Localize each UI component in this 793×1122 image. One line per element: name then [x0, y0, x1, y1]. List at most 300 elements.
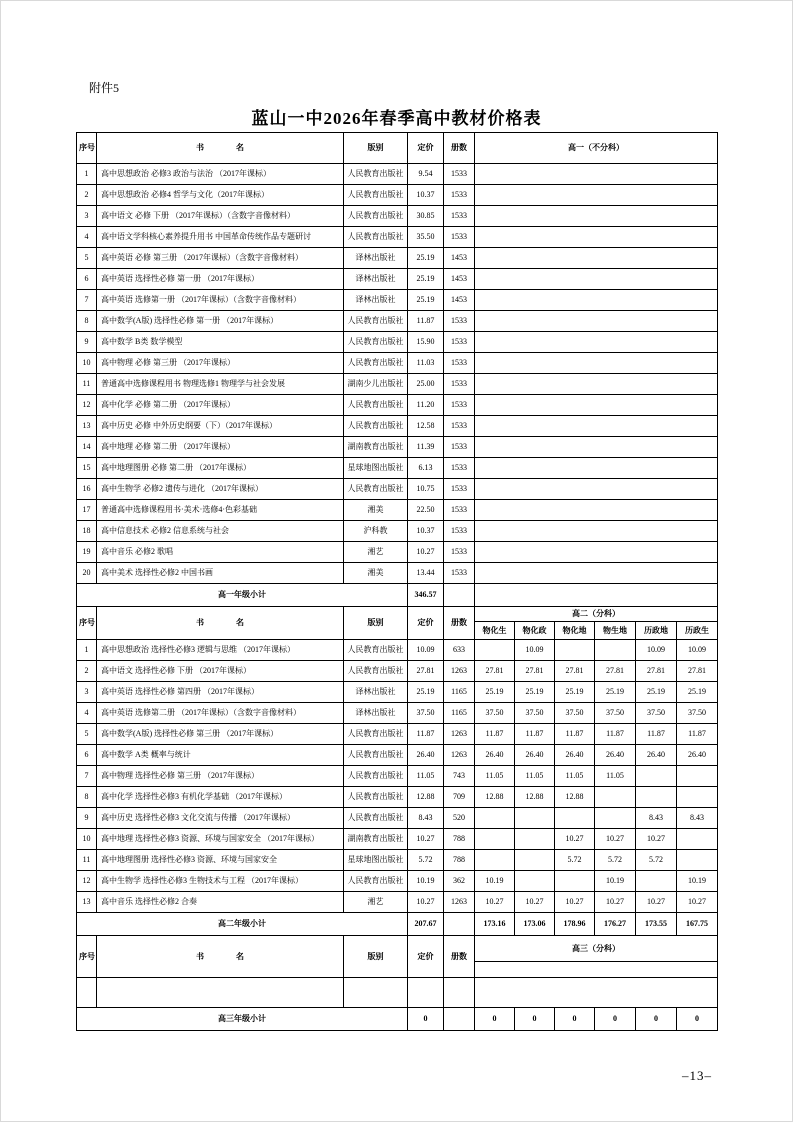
- cell-subject-price: 5.72: [636, 850, 677, 871]
- col-header-price: 定价: [408, 607, 444, 640]
- group-header-grade1: 高一（不分科）: [475, 133, 718, 164]
- cell-subject-price: 26.40: [475, 745, 515, 766]
- cell-publisher: 人民教育出版社: [344, 353, 408, 374]
- cell-price: 30.85: [408, 206, 444, 227]
- cell-publisher: 沪科教: [344, 521, 408, 542]
- cell-index: 13: [77, 416, 97, 437]
- cell-publisher: 人民教育出版社: [344, 206, 408, 227]
- cell-publisher: 人民教育出版社: [344, 164, 408, 185]
- cell-copies: 1533: [444, 332, 475, 353]
- cell-copies: 743: [444, 766, 475, 787]
- cell-publisher: 译林出版社: [344, 290, 408, 311]
- cell-book-title: 高中英语 选择性必修 第一册 （2017年课标）: [97, 269, 344, 290]
- subtotal-price: 0: [408, 1008, 444, 1031]
- grade2-table-row: [77, 745, 718, 766]
- cell-subject-price: 10.27: [555, 829, 595, 850]
- cell-index: 12: [77, 395, 97, 416]
- cell-index: 10: [77, 829, 97, 850]
- cell-publisher: 人民教育出版社: [344, 395, 408, 416]
- subtotal-subject-price: 176.27: [595, 913, 636, 936]
- grade2-table-row: [77, 871, 718, 892]
- grade1-table-row: [77, 458, 718, 479]
- grade2-table-row: [77, 892, 718, 913]
- cell-book-title: 高中地理图册 选择性必修3 资源、环境与国家安全: [97, 850, 344, 871]
- cell-copies: 1453: [444, 269, 475, 290]
- cell-copies: 1533: [444, 227, 475, 248]
- page-number: –13–: [682, 1068, 712, 1083]
- cell-index: 6: [77, 269, 97, 290]
- page-title: 蓝山一中2026年春季高中教材价格表: [251, 109, 542, 128]
- cell-publisher: 湘艺: [344, 542, 408, 563]
- cell-price: [408, 978, 444, 1008]
- cell-index: 11: [77, 850, 97, 871]
- cell-price: 25.19: [408, 248, 444, 269]
- cell-price: 10.75: [408, 479, 444, 500]
- cell-publisher: 人民教育出版社: [344, 787, 408, 808]
- cell-price: 25.19: [408, 269, 444, 290]
- cell-book-title: 高中英语 选修第一册 （2017年课标）（含数字音像材料）: [97, 290, 344, 311]
- cell-subject-price: 11.87: [475, 724, 515, 745]
- grade1-table-row: [77, 500, 718, 521]
- cell-copies: 1263: [444, 745, 475, 766]
- cell-subject-price: 10.09: [636, 640, 677, 661]
- cell-blank: [444, 1008, 475, 1031]
- grade1-table-row: [77, 353, 718, 374]
- cell-book-title: 高中思想政治 必修3 政治与法治 （2017年课标）: [97, 164, 344, 185]
- cell-book-title: 普通高中选修课程用书·美术·选修4·色彩基础: [97, 500, 344, 521]
- cell-index: 10: [77, 353, 97, 374]
- cell-copies: 1533: [444, 563, 475, 584]
- cell-publisher: 人民教育出版社: [344, 185, 408, 206]
- cell-blank: [475, 962, 718, 978]
- cell-subject-price: 25.19: [555, 682, 595, 703]
- col-header-copies: 册数: [444, 133, 475, 164]
- cell-blank: [475, 248, 718, 269]
- cell-copies: 1453: [444, 248, 475, 269]
- cell-subject-price: [677, 829, 718, 850]
- cell-index: 1: [77, 164, 97, 185]
- cell-subject-price: [515, 808, 555, 829]
- grade2-table-row: [77, 850, 718, 871]
- cell-copies: 788: [444, 850, 475, 871]
- subtotal-subject-price: 178.96: [555, 913, 595, 936]
- cell-subject-price: 26.40: [636, 745, 677, 766]
- cell-subject-price: 10.19: [475, 871, 515, 892]
- header-row-grade3-top: [77, 936, 718, 962]
- cell-book-title: 高中化学 选择性必修3 有机化学基础 （2017年课标）: [97, 787, 344, 808]
- cell-publisher: 人民教育出版社: [344, 808, 408, 829]
- cell-subject-price: 11.87: [515, 724, 555, 745]
- cell-price: 22.50: [408, 500, 444, 521]
- cell-copies: 1533: [444, 416, 475, 437]
- cell-publisher: 人民教育出版社: [344, 871, 408, 892]
- cell-book-title: 高中信息技术 必修2 信息系统与社会: [97, 521, 344, 542]
- cell-publisher: 人民教育出版社: [344, 416, 408, 437]
- col-header-publisher: 版别: [344, 607, 408, 640]
- cell-price: 13.44: [408, 563, 444, 584]
- subtotal-price: 346.57: [408, 584, 444, 607]
- grade2-table-row: [77, 808, 718, 829]
- cell-book-title: 高中历史 必修 中外历史纲要（下）（2017年课标）: [97, 416, 344, 437]
- cell-publisher: 译林出版社: [344, 703, 408, 724]
- cell-copies: 1263: [444, 892, 475, 913]
- cell-price: 10.27: [408, 542, 444, 563]
- cell-blank: [475, 164, 718, 185]
- cell-copies: 788: [444, 829, 475, 850]
- cell-subject-price: 10.27: [555, 892, 595, 913]
- cell-price: 35.50: [408, 227, 444, 248]
- grade1-table-row: [77, 395, 718, 416]
- cell-index: [77, 978, 97, 1008]
- cell-copies: 1533: [444, 395, 475, 416]
- grade1-table-row: [77, 206, 718, 227]
- cell-subject-price: 10.19: [677, 871, 718, 892]
- cell-subject-price: 37.50: [636, 703, 677, 724]
- cell-index: 8: [77, 311, 97, 332]
- cell-subject-price: 10.09: [515, 640, 555, 661]
- cell-subject-price: 27.81: [595, 661, 636, 682]
- cell-subject-price: 12.88: [515, 787, 555, 808]
- grade1-table-row: [77, 542, 718, 563]
- cell-book-title: 高中物理 选择性必修 第三册 （2017年课标）: [97, 766, 344, 787]
- cell-subject-price: 11.87: [636, 724, 677, 745]
- cell-copies: 1533: [444, 206, 475, 227]
- cell-subject-price: 26.40: [555, 745, 595, 766]
- header-row-grade2-top: [77, 607, 718, 622]
- cell-subject-price: 10.27: [636, 892, 677, 913]
- grade3-table-row: [77, 978, 718, 1008]
- subtotal-subject-price: 0: [677, 1008, 718, 1031]
- cell-blank: [475, 584, 718, 607]
- cell-price: 10.27: [408, 892, 444, 913]
- cell-subject-price: [677, 766, 718, 787]
- col-header-index: 序号: [77, 133, 97, 164]
- cell-publisher: 湘美: [344, 563, 408, 584]
- cell-subject-price: 27.81: [636, 661, 677, 682]
- cell-publisher: 湖南教育出版社: [344, 437, 408, 458]
- cell-index: 15: [77, 458, 97, 479]
- cell-subject-price: 27.81: [515, 661, 555, 682]
- cell-price: 25.00: [408, 374, 444, 395]
- cell-index: 1: [77, 640, 97, 661]
- cell-blank: [475, 269, 718, 290]
- cell-subject-price: 25.19: [677, 682, 718, 703]
- cell-subject-price: [475, 640, 515, 661]
- cell-price: 10.37: [408, 185, 444, 206]
- cell-index: 5: [77, 248, 97, 269]
- cell-price: 11.39: [408, 437, 444, 458]
- grade2-table-row: [77, 724, 718, 745]
- subtotal-subject-price: 0: [515, 1008, 555, 1031]
- cell-book-title: 高中英语 必修 第三册 （2017年课标）（含数字音像材料）: [97, 248, 344, 269]
- cell-subject-price: [515, 829, 555, 850]
- cell-publisher: 湘美: [344, 500, 408, 521]
- cell-subject-price: 25.19: [595, 682, 636, 703]
- col-header-publisher: 版别: [344, 133, 408, 164]
- cell-index: 11: [77, 374, 97, 395]
- cell-subject-price: 37.50: [555, 703, 595, 724]
- cell-price: 11.87: [408, 724, 444, 745]
- cell-publisher: 译林出版社: [344, 682, 408, 703]
- cell-subject-price: [677, 850, 718, 871]
- cell-book-title: 高中音乐 选择性必修2 合奏: [97, 892, 344, 913]
- cell-subject-price: [595, 808, 636, 829]
- grade1-table-row: [77, 332, 718, 353]
- cell-index: 8: [77, 787, 97, 808]
- cell-price: 25.19: [408, 290, 444, 311]
- cell-subject-price: 10.27: [677, 892, 718, 913]
- cell-subject-price: 11.87: [677, 724, 718, 745]
- cell-book-title: 高中语文 选择性必修 下册 （2017年课标）: [97, 661, 344, 682]
- subject-col-header: 物化政: [515, 622, 555, 640]
- cell-book-title: 高中语文学科核心素养提升用书 中国革命传统作品专题研讨: [97, 227, 344, 248]
- cell-index: 4: [77, 227, 97, 248]
- cell-blank: [475, 416, 718, 437]
- grade1-table-row: [77, 374, 718, 395]
- cell-price: 27.81: [408, 661, 444, 682]
- cell-subject-price: 27.81: [555, 661, 595, 682]
- cell-copies: 1533: [444, 374, 475, 395]
- cell-price: 37.50: [408, 703, 444, 724]
- cell-price: 10.09: [408, 640, 444, 661]
- cell-subject-price: 10.27: [595, 892, 636, 913]
- cell-blank: [475, 332, 718, 353]
- cell-price: 15.90: [408, 332, 444, 353]
- cell-blank: [444, 913, 475, 936]
- cell-publisher: 人民教育出版社: [344, 227, 408, 248]
- cell-subject-price: [515, 871, 555, 892]
- cell-price: 6.13: [408, 458, 444, 479]
- cell-book-title: 高中历史 选择性必修3 文化交流与传播 （2017年课标）: [97, 808, 344, 829]
- subtotal-label: 高三年级小计: [77, 1008, 408, 1031]
- grade1-table-row: [77, 311, 718, 332]
- subject-col-header: 物化生: [475, 622, 515, 640]
- subtotal-price: 207.67: [408, 913, 444, 936]
- cell-blank: [475, 521, 718, 542]
- grade1-table-row: [77, 248, 718, 269]
- subtotal-subject-price: 0: [636, 1008, 677, 1031]
- col-header-index: 序号: [77, 936, 97, 978]
- grade1-table-row: [77, 269, 718, 290]
- cell-blank: [475, 458, 718, 479]
- cell-index: 13: [77, 892, 97, 913]
- cell-copies: 1533: [444, 542, 475, 563]
- cell-subject-price: 8.43: [677, 808, 718, 829]
- grade2-table-row: [77, 787, 718, 808]
- cell-subject-price: 10.27: [595, 829, 636, 850]
- grade1-table-row: [77, 227, 718, 248]
- cell-copies: 633: [444, 640, 475, 661]
- cell-subject-price: [475, 850, 515, 871]
- cell-index: 2: [77, 185, 97, 206]
- cell-subject-price: [475, 829, 515, 850]
- grade1-table-row: [77, 416, 718, 437]
- cell-publisher: 星球地图出版社: [344, 458, 408, 479]
- subtotal-subject-price: 167.75: [677, 913, 718, 936]
- cell-book-title: 高中数学(A版) 选择性必修 第一册 （2017年课标）: [97, 311, 344, 332]
- cell-copies: 1533: [444, 500, 475, 521]
- cell-publisher: 人民教育出版社: [344, 661, 408, 682]
- cell-index: 3: [77, 206, 97, 227]
- cell-subject-price: 12.88: [475, 787, 515, 808]
- cell-book-title: 高中数学 B类 数学模型: [97, 332, 344, 353]
- cell-copies: 1165: [444, 703, 475, 724]
- cell-publisher: 译林出版社: [344, 269, 408, 290]
- col-header-copies: 册数: [444, 607, 475, 640]
- group-header-grade2: 高二（分科）: [475, 607, 718, 622]
- cell-subject-price: 26.40: [677, 745, 718, 766]
- cell-publisher: 人民教育出版社: [344, 766, 408, 787]
- cell-book-title: 高中地理 必修 第二册 （2017年课标）: [97, 437, 344, 458]
- col-header-book: 书 名: [97, 133, 344, 164]
- cell-index: 7: [77, 766, 97, 787]
- cell-subject-price: 26.40: [515, 745, 555, 766]
- subtotal-label: 高一年级小计: [77, 584, 408, 607]
- cell-subject-price: 27.81: [475, 661, 515, 682]
- price-table-body: [77, 133, 718, 1031]
- cell-subject-price: 12.88: [555, 787, 595, 808]
- cell-copies: 1533: [444, 353, 475, 374]
- cell-book-title: 高中数学(A版) 选择性必修 第三册 （2017年课标）: [97, 724, 344, 745]
- cell-subject-price: 11.05: [515, 766, 555, 787]
- cell-publisher: 星球地图出版社: [344, 850, 408, 871]
- cell-subject-price: [515, 850, 555, 871]
- cell-blank: [475, 374, 718, 395]
- cell-price: 26.40: [408, 745, 444, 766]
- subject-col-header: 物生地: [595, 622, 636, 640]
- cell-book-title: 高中生物学 选择性必修3 生物技术与工程 （2017年课标）: [97, 871, 344, 892]
- cell-subject-price: 11.05: [475, 766, 515, 787]
- cell-index: 16: [77, 479, 97, 500]
- subject-col-header: 历政地: [636, 622, 677, 640]
- cell-copies: 1533: [444, 437, 475, 458]
- grade1-table-row: [77, 479, 718, 500]
- subtotal-subject-price: 173.16: [475, 913, 515, 936]
- grade2-table-row: [77, 682, 718, 703]
- cell-subject-price: 11.87: [595, 724, 636, 745]
- cell-subject-price: 5.72: [555, 850, 595, 871]
- cell-subject-price: 10.27: [475, 892, 515, 913]
- cell-price: 12.88: [408, 787, 444, 808]
- cell-index: 19: [77, 542, 97, 563]
- cell-book-title: 高中思想政治 选择性必修3 逻辑与思维 （2017年课标）: [97, 640, 344, 661]
- cell-publisher: 湘艺: [344, 892, 408, 913]
- group-header-grade3: 高三（分科）: [475, 936, 718, 962]
- cell-subject-price: [555, 640, 595, 661]
- cell-subject-price: 25.19: [515, 682, 555, 703]
- cell-book-title: 高中地理图册 必修 第二册 （2017年课标）: [97, 458, 344, 479]
- grade2-table-row: [77, 640, 718, 661]
- cell-publisher: 人民教育出版社: [344, 745, 408, 766]
- subject-col-header: 历政生: [677, 622, 718, 640]
- cell-price: 10.19: [408, 871, 444, 892]
- cell-price: 11.03: [408, 353, 444, 374]
- grade1-table-row: [77, 521, 718, 542]
- cell-index: 18: [77, 521, 97, 542]
- grade2-table-row: [77, 661, 718, 682]
- subtotal-label: 高二年级小计: [77, 913, 408, 936]
- cell-subject-price: 5.72: [595, 850, 636, 871]
- subtotal-subject-price: 0: [475, 1008, 515, 1031]
- cell-blank: [475, 978, 718, 1008]
- cell-price: 9.54: [408, 164, 444, 185]
- grade2-subtotal-row: [77, 913, 718, 936]
- grade1-table-row: [77, 563, 718, 584]
- cell-copies: 1533: [444, 458, 475, 479]
- header-row-grade1: [77, 133, 718, 164]
- cell-publisher: 人民教育出版社: [344, 311, 408, 332]
- cell-index: 17: [77, 500, 97, 521]
- subtotal-subject-price: 0: [595, 1008, 636, 1031]
- cell-subject-price: 27.81: [677, 661, 718, 682]
- cell-index: 2: [77, 661, 97, 682]
- cell-copies: 1263: [444, 661, 475, 682]
- cell-blank: [475, 437, 718, 458]
- cell-subject-price: 11.05: [595, 766, 636, 787]
- grade3-subtotal-row: [77, 1008, 718, 1031]
- subtotal-subject-price: 173.06: [515, 913, 555, 936]
- cell-book-title: 高中英语 选修第二册 （2017年课标）（含数字音像材料）: [97, 703, 344, 724]
- cell-index: 4: [77, 703, 97, 724]
- cell-subject-price: 37.50: [595, 703, 636, 724]
- cell-blank: [475, 563, 718, 584]
- grade2-table-row: [77, 829, 718, 850]
- attachment-label: 附件5: [89, 81, 120, 95]
- cell-subject-price: [595, 787, 636, 808]
- cell-copies: 1165: [444, 682, 475, 703]
- cell-copies: 1533: [444, 521, 475, 542]
- cell-blank: [475, 290, 718, 311]
- cell-price: 12.58: [408, 416, 444, 437]
- cell-subject-price: 10.09: [677, 640, 718, 661]
- cell-index: 7: [77, 290, 97, 311]
- cell-price: 10.27: [408, 829, 444, 850]
- cell-copies: 709: [444, 787, 475, 808]
- cell-subject-price: [636, 787, 677, 808]
- cell-subject-price: [677, 787, 718, 808]
- cell-price: 11.20: [408, 395, 444, 416]
- cell-price: 10.37: [408, 521, 444, 542]
- col-header-publisher: 版别: [344, 936, 408, 978]
- cell-subject-price: 26.40: [595, 745, 636, 766]
- cell-subject-price: 37.50: [515, 703, 555, 724]
- cell-book-title: 高中地理 选择性必修3 资源、环境与国家安全 （2017年课标）: [97, 829, 344, 850]
- cell-book-title: [97, 978, 344, 1008]
- cell-subject-price: [636, 766, 677, 787]
- cell-index: 9: [77, 808, 97, 829]
- col-header-book: 书 名: [97, 936, 344, 978]
- subtotal-subject-price: 173.55: [636, 913, 677, 936]
- col-header-copies: 册数: [444, 936, 475, 978]
- cell-index: 6: [77, 745, 97, 766]
- grade1-subtotal-row: [77, 584, 718, 607]
- cell-book-title: 高中生物学 必修2 遗传与进化 （2017年课标）: [97, 479, 344, 500]
- cell-subject-price: 8.43: [636, 808, 677, 829]
- cell-price: 8.43: [408, 808, 444, 829]
- cell-subject-price: 10.27: [636, 829, 677, 850]
- cell-index: 12: [77, 871, 97, 892]
- cell-book-title: 高中美术 选择性必修2 中国书画: [97, 563, 344, 584]
- cell-book-title: 高中语文 必修 下册 （2017年课标）（含数字音像材料）: [97, 206, 344, 227]
- cell-publisher: 译林出版社: [344, 248, 408, 269]
- cell-blank: [475, 353, 718, 374]
- cell-subject-price: 25.19: [475, 682, 515, 703]
- cell-index: 14: [77, 437, 97, 458]
- cell-index: 3: [77, 682, 97, 703]
- cell-subject-price: 10.27: [515, 892, 555, 913]
- grade1-table-row: [77, 290, 718, 311]
- cell-book-title: 高中化学 必修 第二册 （2017年课标）: [97, 395, 344, 416]
